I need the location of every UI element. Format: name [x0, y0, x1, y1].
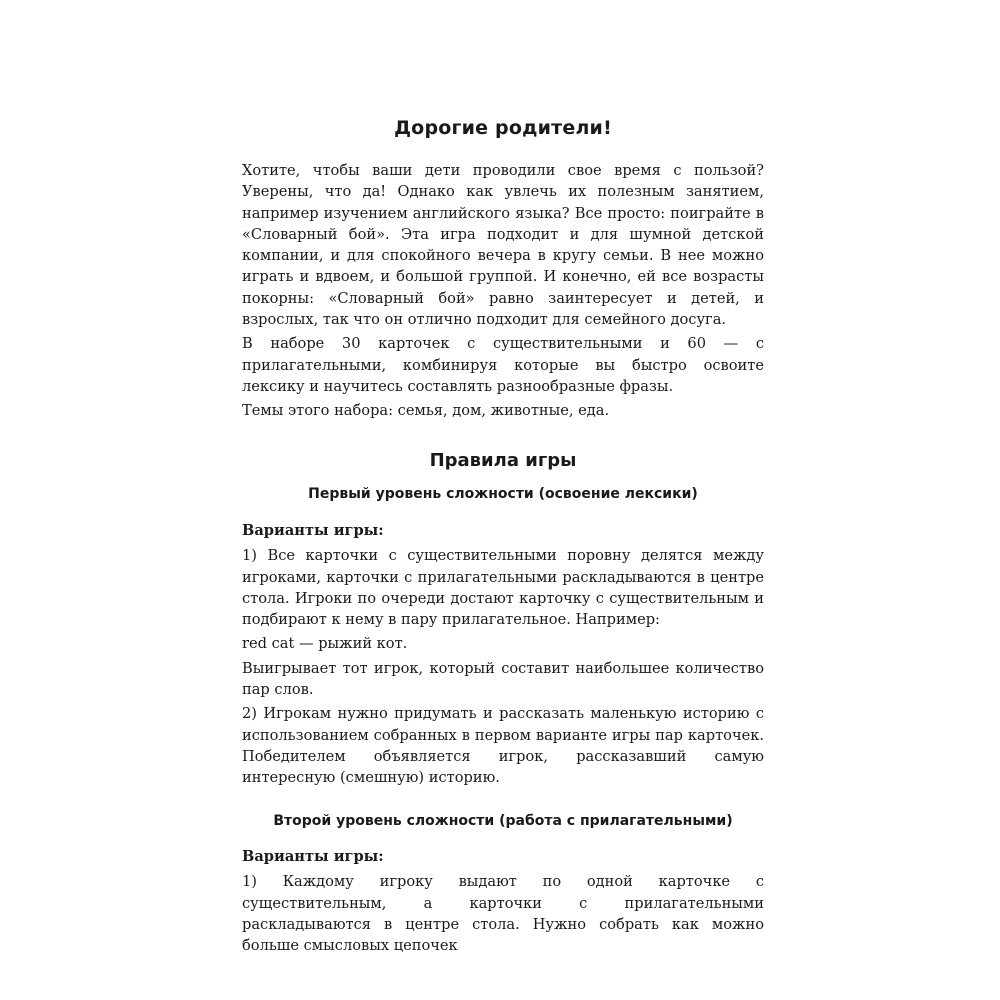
rules-title: Правила игры — [429, 450, 577, 471]
level1-title: Первый уровень сложности (освоение лексики) — [308, 486, 698, 502]
level2-variants-label: Варианты игры: — [242, 848, 384, 865]
level2-paragraph: 1) Каждому игроку выдают по одной карточке с существительным, а карточки с прилагательными раскладываются в центре стола. Нужно собрать как можно больше смысловых цепочек — [242, 873, 764, 955]
level2-text — [242, 846, 764, 959]
intro-text — [242, 160, 764, 425]
intro-title: Дорогие родители! — [394, 117, 612, 139]
level2-title: Второй уровень сложности (работа с прилагательными) — [273, 813, 733, 829]
level1-paragraph: 2) Игрокам нужно придумать и рассказать маленькую историю с использованием собранных в первом варианте игры пар карточек. Победителем объявляется игрок, рассказавший самую интересную (смешную) историю. — [242, 705, 764, 787]
level1-example: red cat — рыжий кот. — [242, 635, 408, 653]
intro-paragraph: В наборе 30 карточек с существительными и 60 — с прилагательными, комбинируя которые вы быстро освоите лексику и научитесь составлять разнообразные фразы. — [242, 335, 764, 395]
intro-paragraph: Темы этого набора: семья, дом, животные, еда. — [242, 402, 610, 420]
level1-text — [242, 520, 764, 792]
level1-paragraph: 1) Все карточки с существительными поровну делятся между игроками, карточки с прилагательными раскладываются в центре стола. Игроки по очереди достают карточку с существительным и подбирают к нему в пару прилагательное. Например: — [242, 547, 764, 629]
level1-paragraph: Выигрывает тот игрок, который составит наибольшее количество пар слов. — [242, 659, 764, 699]
intro-paragraph: Хотите, чтобы ваши дети проводили свое время с пользой? Уверены, что да! Однако как увлечь их полезным занятием, например изучением английского языка? Все просто: поиграйте в «Словарный бой». Эта игра подходит и для шумной детской компании, и для спокойного вечера в кругу семьи. В нее можно играть и вдвоем, и большой группой. И конечно, ей все возрасты покорны: «Словарный бой» равно заинтересует и детей, и взрослых, так что он отлично подходит для семейного досуга. — [242, 162, 764, 329]
level1-variants-label: Варианты игры: — [242, 522, 384, 539]
